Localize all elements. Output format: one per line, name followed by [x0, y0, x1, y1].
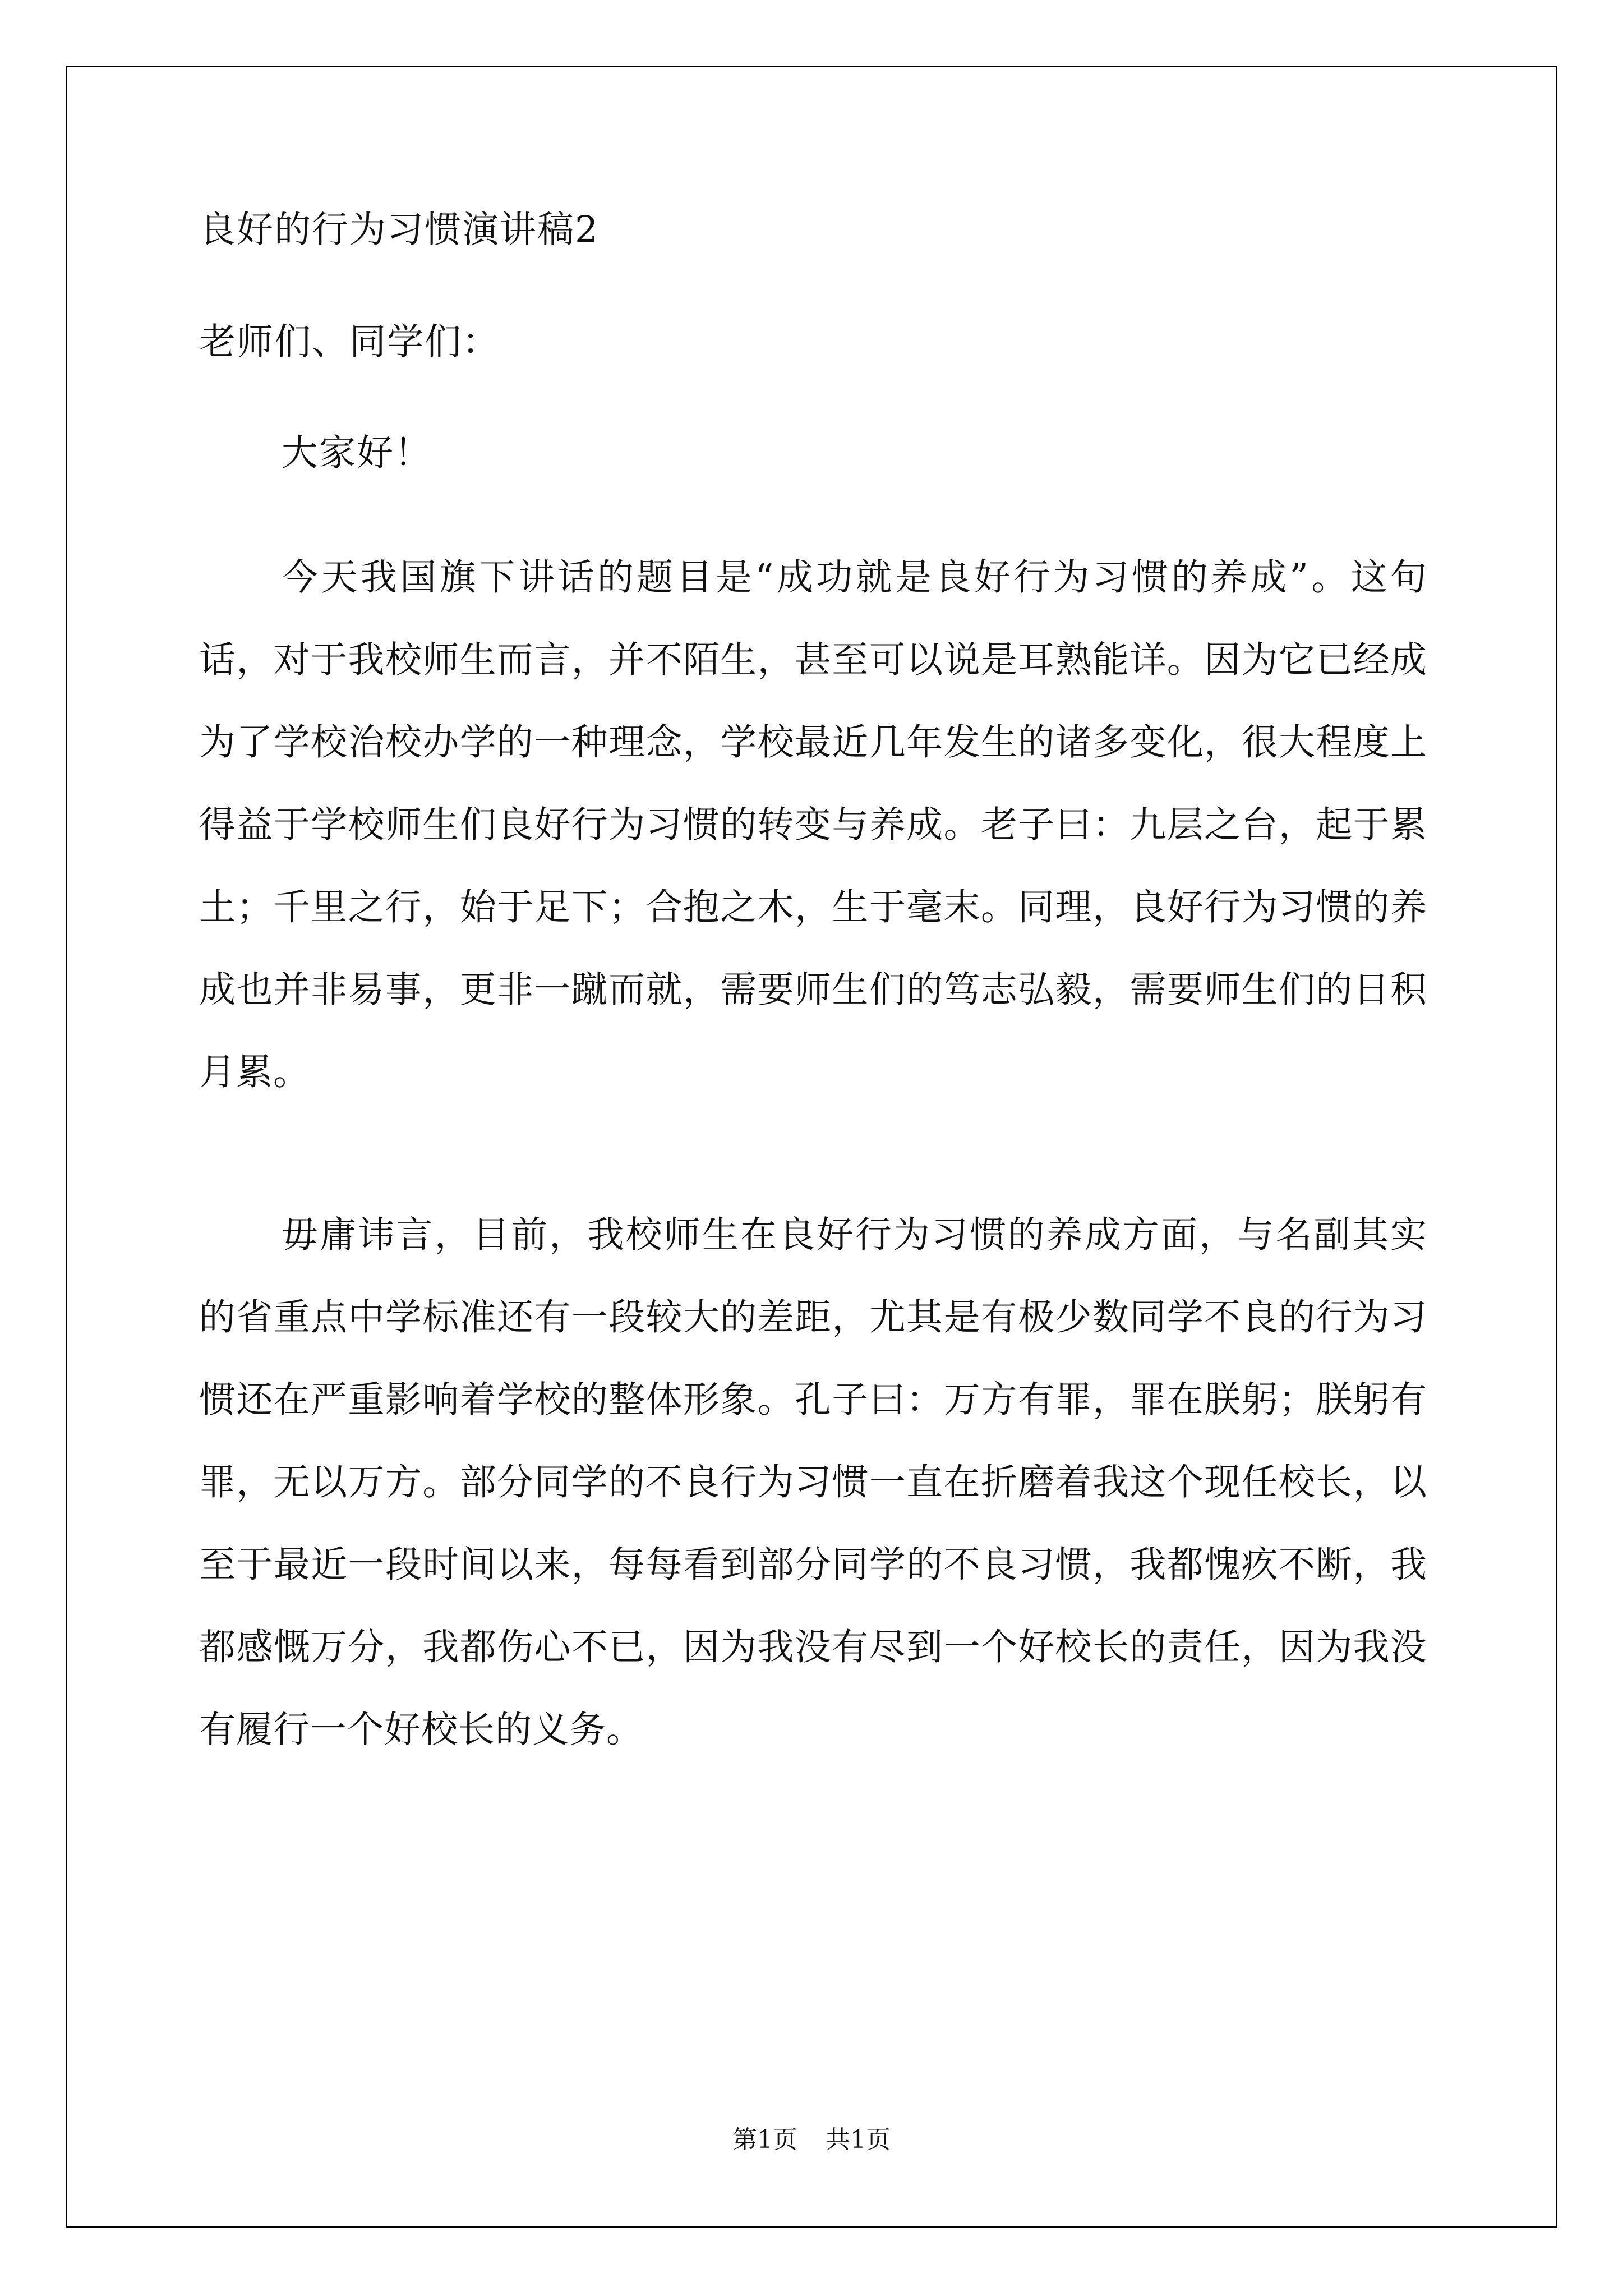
page-number-total: 共1页	[826, 2125, 891, 2154]
document-title: 良好的行为习惯演讲稿2	[199, 209, 600, 251]
page-number-current: 第1页	[732, 2125, 797, 2154]
paragraph-2: 毋庸讳言，目前，我校师生在良好行为习惯的养成方面，与名副其实的省重点中学标准还有一段较大的差距，尤其是有极少数同学不良的行为习惯还在严重影响着学校的整体形象。孔子曰：万方有罪，罪在朕躬；朕躬有罪，无以万方。部分同学的不良行为习惯一直在折磨着我这个现任校长，以至于最近一段时间以来，每每看到部分同学的不良习惯，我都愧疚不断，我都感慨万分，我都伤心不已，因为我没有尽到一个好校长的责任，因为我没有履行一个好校长的义务。	[199, 1214, 1427, 1751]
paragraph-1: 今天我国旗下讲话的题目是“成功就是良好行为习惯的养成”。这句话，对于我校师生而言，并不陌生，甚至可以说是耳熟能详。因为它已经成为了学校治校办学的一种理念，学校最近几年发生的诸多变化，很大程度上得益于学校师生们良好行为习惯的转变与养成。老子曰：九层之台，起于累土；千里之行，始于足下；合抱之木，生于毫末。同理，良好行为习惯的养成也并非易事，更非一蹴而就，需要师生们的笃志弘毅，需要师生们的日积月累。	[199, 556, 1427, 1093]
salutation: 老师们、同学们：	[199, 321, 500, 363]
document-body	[199, 202, 1427, 1771]
greeting: 大家好！	[282, 432, 432, 474]
page-footer	[0, 2123, 1623, 2157]
